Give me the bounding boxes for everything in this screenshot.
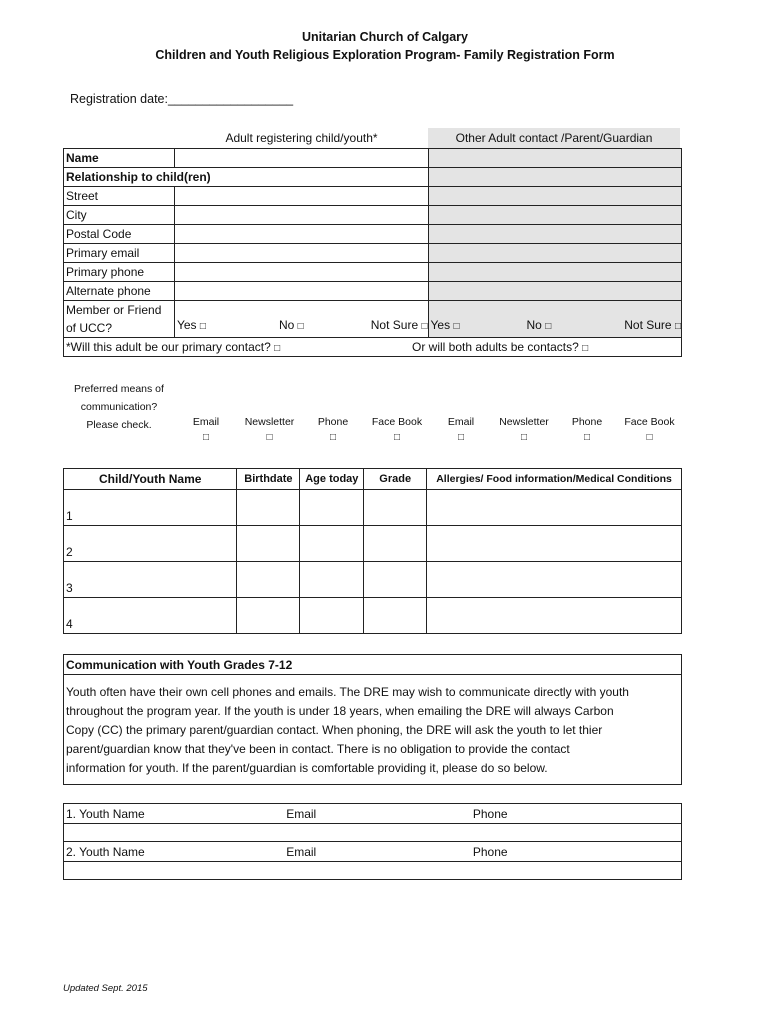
col-header-grade: Grade xyxy=(364,469,427,490)
row-label: Alternate phone xyxy=(64,282,175,301)
updated-note: Updated Sept. 2015 xyxy=(63,983,148,994)
allergies-cell[interactable] xyxy=(427,526,682,562)
table-row xyxy=(64,655,682,675)
table-row xyxy=(64,490,682,526)
both-contacts-question[interactable]: Or will both adults be contacts? □ xyxy=(412,340,589,354)
primary-contact-row xyxy=(64,338,682,357)
row-label: Primary phone xyxy=(64,263,175,282)
youth2-email-label: Email xyxy=(284,842,471,862)
form-title: Children and Youth Religious Exploration Program- Family Registration Form xyxy=(155,48,615,62)
pref-newsletter-adult[interactable]: Newsletter □ xyxy=(244,416,295,443)
other-phone-field[interactable] xyxy=(428,263,681,282)
birthdate-cell[interactable] xyxy=(237,526,300,562)
table-row xyxy=(64,168,682,187)
table-row xyxy=(64,598,682,634)
other-adult-col-header: Other Adult contact /Parent/Guardian xyxy=(428,128,680,148)
adult-no-option[interactable]: No □ xyxy=(278,318,304,332)
youth2-entry-field[interactable] xyxy=(64,862,682,880)
table-row xyxy=(64,187,682,206)
adult-yes-option[interactable]: Yes □ xyxy=(176,318,206,332)
youth-comm-line: parent/guardian know that they've been in contact. There is no obligation to provide the contact xyxy=(66,742,570,756)
other-yes-option[interactable]: Yes □ xyxy=(430,318,460,332)
adult-city-field[interactable] xyxy=(174,206,428,225)
youth1-name-label: 1. Youth Name xyxy=(64,804,285,824)
row-label: City xyxy=(64,206,175,225)
member-label-line2: of UCC? xyxy=(66,321,113,335)
pref-newsletter-other[interactable]: Newsletter □ xyxy=(499,416,549,443)
youth2-name-label: 2. Youth Name xyxy=(64,842,285,862)
other-relationship-field[interactable] xyxy=(428,168,681,187)
col-header-name: Child/Youth Name xyxy=(64,469,237,490)
age-cell[interactable] xyxy=(300,490,364,526)
table-row xyxy=(64,562,682,598)
pref-facebook-other[interactable]: Face Book □ xyxy=(624,416,675,443)
youth1-phone-label: Phone xyxy=(471,804,682,824)
allergies-cell[interactable] xyxy=(427,562,682,598)
youth-comm-line: throughout the program year. If the youth is under 18 years, when emailing the DRE will always Carbon xyxy=(66,704,614,718)
child-name-cell[interactable]: 1 xyxy=(64,490,237,526)
other-email-field[interactable] xyxy=(428,244,681,263)
youth1-entry-field[interactable] xyxy=(64,824,682,842)
birthdate-cell[interactable] xyxy=(237,562,300,598)
adult-postal-field[interactable] xyxy=(174,225,428,244)
age-cell[interactable] xyxy=(300,562,364,598)
pref-phone-adult[interactable]: Phone □ xyxy=(317,416,349,443)
pref-phone-other[interactable]: Phone □ xyxy=(571,416,603,443)
birthdate-cell[interactable] xyxy=(237,490,300,526)
registration-date-field[interactable]: Registration date:__________________ xyxy=(70,92,294,106)
age-cell[interactable] xyxy=(300,526,364,562)
adult-member-options xyxy=(174,301,428,338)
table-row xyxy=(64,244,682,263)
row-label: Relationship to child(ren) xyxy=(64,168,429,187)
row-label: Primary email xyxy=(64,244,175,263)
youth-comm-box xyxy=(63,654,682,785)
org-title: Unitarian Church of Calgary xyxy=(302,30,468,44)
member-label xyxy=(64,301,175,338)
row-label: Name xyxy=(64,149,175,168)
adult-name-field[interactable] xyxy=(174,149,428,168)
table-row xyxy=(64,149,682,168)
other-alt-phone-field[interactable] xyxy=(428,282,681,301)
preferred-comm-options xyxy=(176,414,682,450)
other-notsure-option[interactable]: Not Sure □ xyxy=(624,318,681,332)
table-row xyxy=(64,263,682,282)
youth-comm-line: information for youth. If the parent/guardian is comfortable providing it, please do so below. xyxy=(66,761,548,775)
allergies-cell[interactable] xyxy=(427,490,682,526)
member-label-line1: Member or Friend xyxy=(66,303,162,317)
grade-cell[interactable] xyxy=(364,490,427,526)
other-street-field[interactable] xyxy=(428,187,681,206)
row-label: Postal Code xyxy=(64,225,175,244)
table-row xyxy=(64,526,682,562)
children-table xyxy=(63,468,682,634)
child-name-cell[interactable]: 2 xyxy=(64,526,237,562)
table-row xyxy=(64,842,682,862)
adult-street-field[interactable] xyxy=(174,187,428,206)
youth-comm-line: Youth often have their own cell phones and emails. The DRE may wish to communicate directly with youth xyxy=(66,685,629,699)
youth-comm-text xyxy=(64,675,682,785)
table-row xyxy=(64,824,682,842)
table-row xyxy=(64,282,682,301)
adult-contact-table xyxy=(63,148,682,357)
table-header-row xyxy=(64,469,682,490)
table-row xyxy=(64,804,682,824)
preferred-comm-label: Preferred means of communication? Please check. xyxy=(74,383,164,431)
youth2-phone-label: Phone xyxy=(471,842,682,862)
other-postal-field[interactable] xyxy=(428,225,681,244)
child-name-cell[interactable]: 4 xyxy=(64,598,237,634)
adult-email-field[interactable] xyxy=(174,244,428,263)
col-header-birthdate: Birthdate xyxy=(237,469,300,490)
table-row xyxy=(64,206,682,225)
other-no-option[interactable]: No □ xyxy=(526,318,552,332)
grade-cell[interactable] xyxy=(364,526,427,562)
youth1-email-label: Email xyxy=(284,804,471,824)
other-name-field[interactable] xyxy=(428,149,681,168)
youth-contact-table xyxy=(63,803,682,880)
pref-email-adult[interactable]: Email □ xyxy=(192,416,220,443)
other-city-field[interactable] xyxy=(428,206,681,225)
pref-facebook-adult[interactable]: Face Book □ xyxy=(371,416,423,443)
primary-contact-question[interactable]: *Will this adult be our primary contact? □ xyxy=(66,340,281,354)
table-row xyxy=(64,301,682,338)
adult-notsure-option[interactable]: Not Sure □ xyxy=(370,318,428,332)
grade-cell[interactable] xyxy=(364,562,427,598)
col-header-age: Age today xyxy=(300,469,364,490)
allergies-cell[interactable] xyxy=(427,598,682,634)
adult-alt-phone-field[interactable] xyxy=(174,282,428,301)
child-name-cell[interactable]: 3 xyxy=(64,562,237,598)
pref-email-other[interactable]: Email □ xyxy=(447,416,475,443)
row-label: Street xyxy=(64,187,175,206)
youth-comm-line: Copy (CC) the primary parent/guardian contact. When phoning, the DRE will ask the youth to let thier xyxy=(66,723,603,737)
other-member-options xyxy=(428,301,681,338)
age-cell[interactable] xyxy=(300,598,364,634)
table-row xyxy=(64,338,682,357)
youth-comm-heading: Communication with Youth Grades 7-12 xyxy=(64,655,682,675)
table-row xyxy=(64,675,682,785)
table-row xyxy=(64,862,682,880)
col-header-allergies: Allergies/ Food information/Medical Conditions xyxy=(427,469,682,490)
adult-phone-field[interactable] xyxy=(174,263,428,282)
grade-cell[interactable] xyxy=(364,598,427,634)
birthdate-cell[interactable] xyxy=(237,598,300,634)
table-row xyxy=(64,225,682,244)
adult-col-header: Adult registering child/youth* xyxy=(225,131,378,145)
